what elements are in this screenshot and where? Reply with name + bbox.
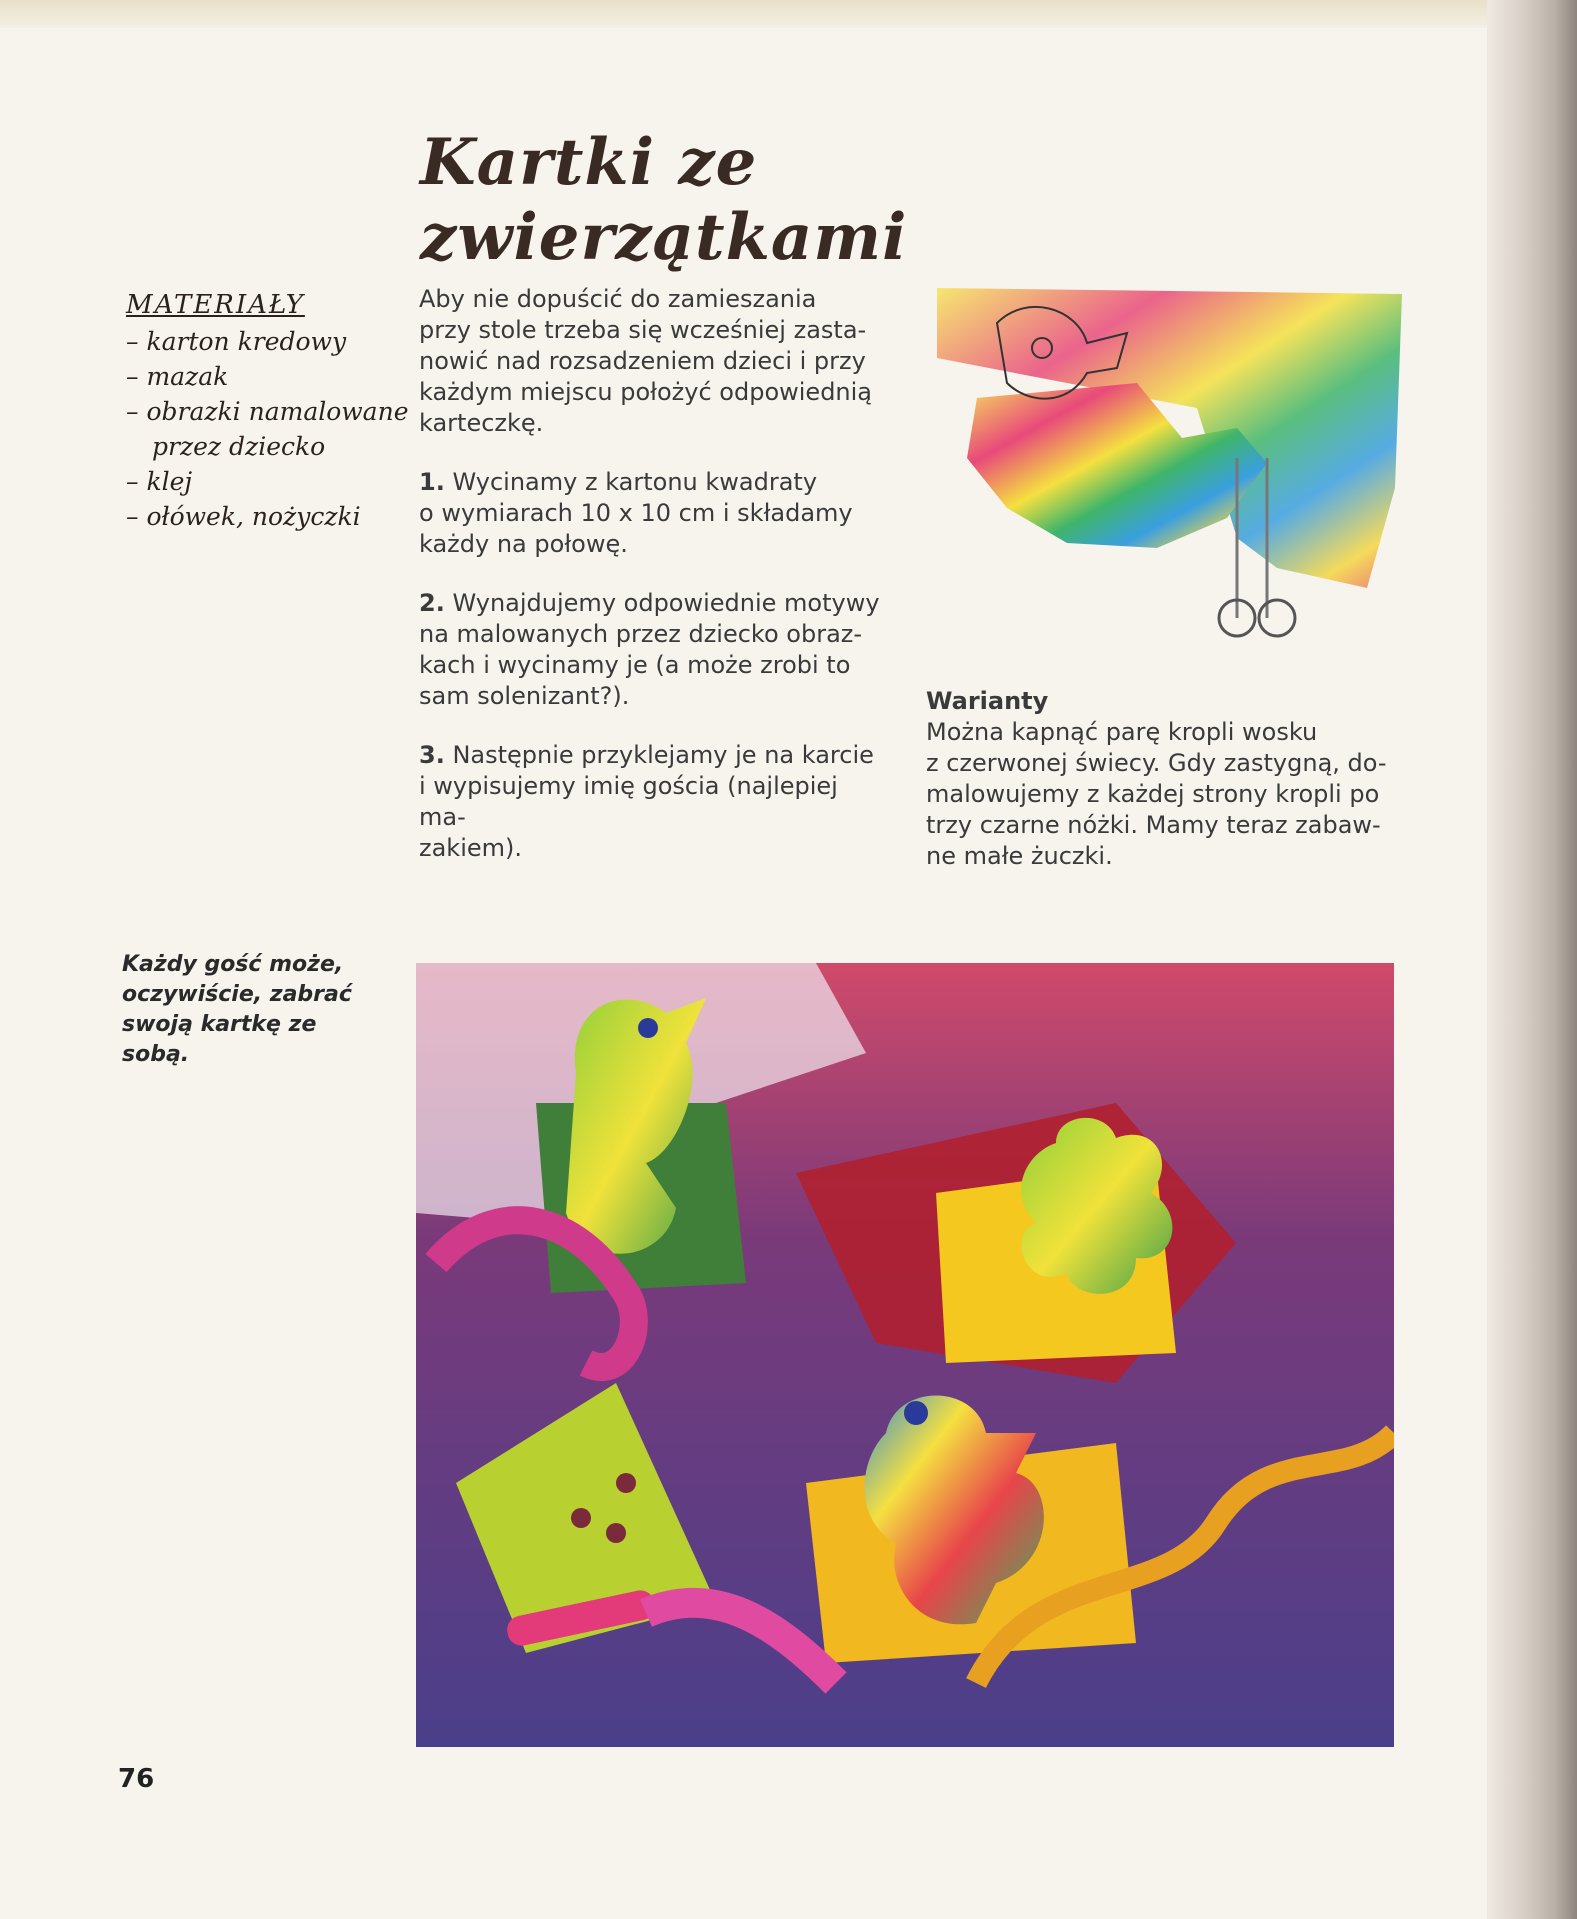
- step-1: [419, 467, 889, 560]
- materials-item: – karton kredowy: [126, 327, 347, 356]
- step-3: [419, 740, 889, 864]
- materials-item: – mazak: [126, 362, 229, 391]
- intro-paragraph: Aby nie dopuścić do zamieszania przy stole trzeba się wcześniej zasta- nowić nad rozsadzeniem dzieci i przy każdym miejscu położyć odpowiednią karteczkę.: [419, 285, 873, 437]
- variants-heading: Warianty: [926, 687, 1049, 715]
- materials-item: – ołówek, nożyczki: [126, 502, 361, 531]
- step-2: [419, 588, 889, 712]
- materials-list: [126, 290, 409, 534]
- step-number: 3.: [419, 741, 445, 769]
- variants-section: [926, 686, 1406, 872]
- materials-item: – klej: [126, 467, 193, 496]
- page-number: 76: [118, 1764, 155, 1794]
- materials-item: – obrazki namalowane: [126, 397, 409, 426]
- photo-caption: Każdy gość może, oczywiście, zabrać swoją kartkę ze sobą.: [122, 952, 352, 1067]
- step-number: 1.: [419, 468, 445, 496]
- step-number: 2.: [419, 589, 445, 617]
- step-text: Wycinamy z kartonu kwadraty o wymiarach 10 x 10 cm i składamy każdy na połowę.: [419, 468, 853, 558]
- bird-cutout-illustration: [937, 288, 1402, 670]
- page-top-edge: [0, 0, 1577, 28]
- page-title: Kartki ze zwierzątkami: [420, 125, 908, 275]
- variants-body: Można kapnąć parę kropli wosku z czerwonej świecy. Gdy zastygną, do- malowujemy z każdej strony kropli po trzy czarne nóżki. Mamy teraz zabaw- ne małe żuczki.: [926, 718, 1387, 870]
- book-spine-shadow: [1487, 0, 1577, 1919]
- step-text: Wynajdujemy odpowiednie motywy na malowanych przez dziecko obraz- kach i wycinamy je (a może zrobi to sam solenizant?).: [419, 589, 880, 710]
- place-cards-photo: [416, 963, 1394, 1747]
- materials-heading: MATERIAŁY: [126, 290, 305, 320]
- instructions: [419, 284, 889, 892]
- materials-item: przez dziecko: [152, 432, 326, 461]
- step-text: Następnie przyklejamy je na karcie i wypisujemy imię gościa (najlepiej ma- zakiem).: [419, 741, 874, 862]
